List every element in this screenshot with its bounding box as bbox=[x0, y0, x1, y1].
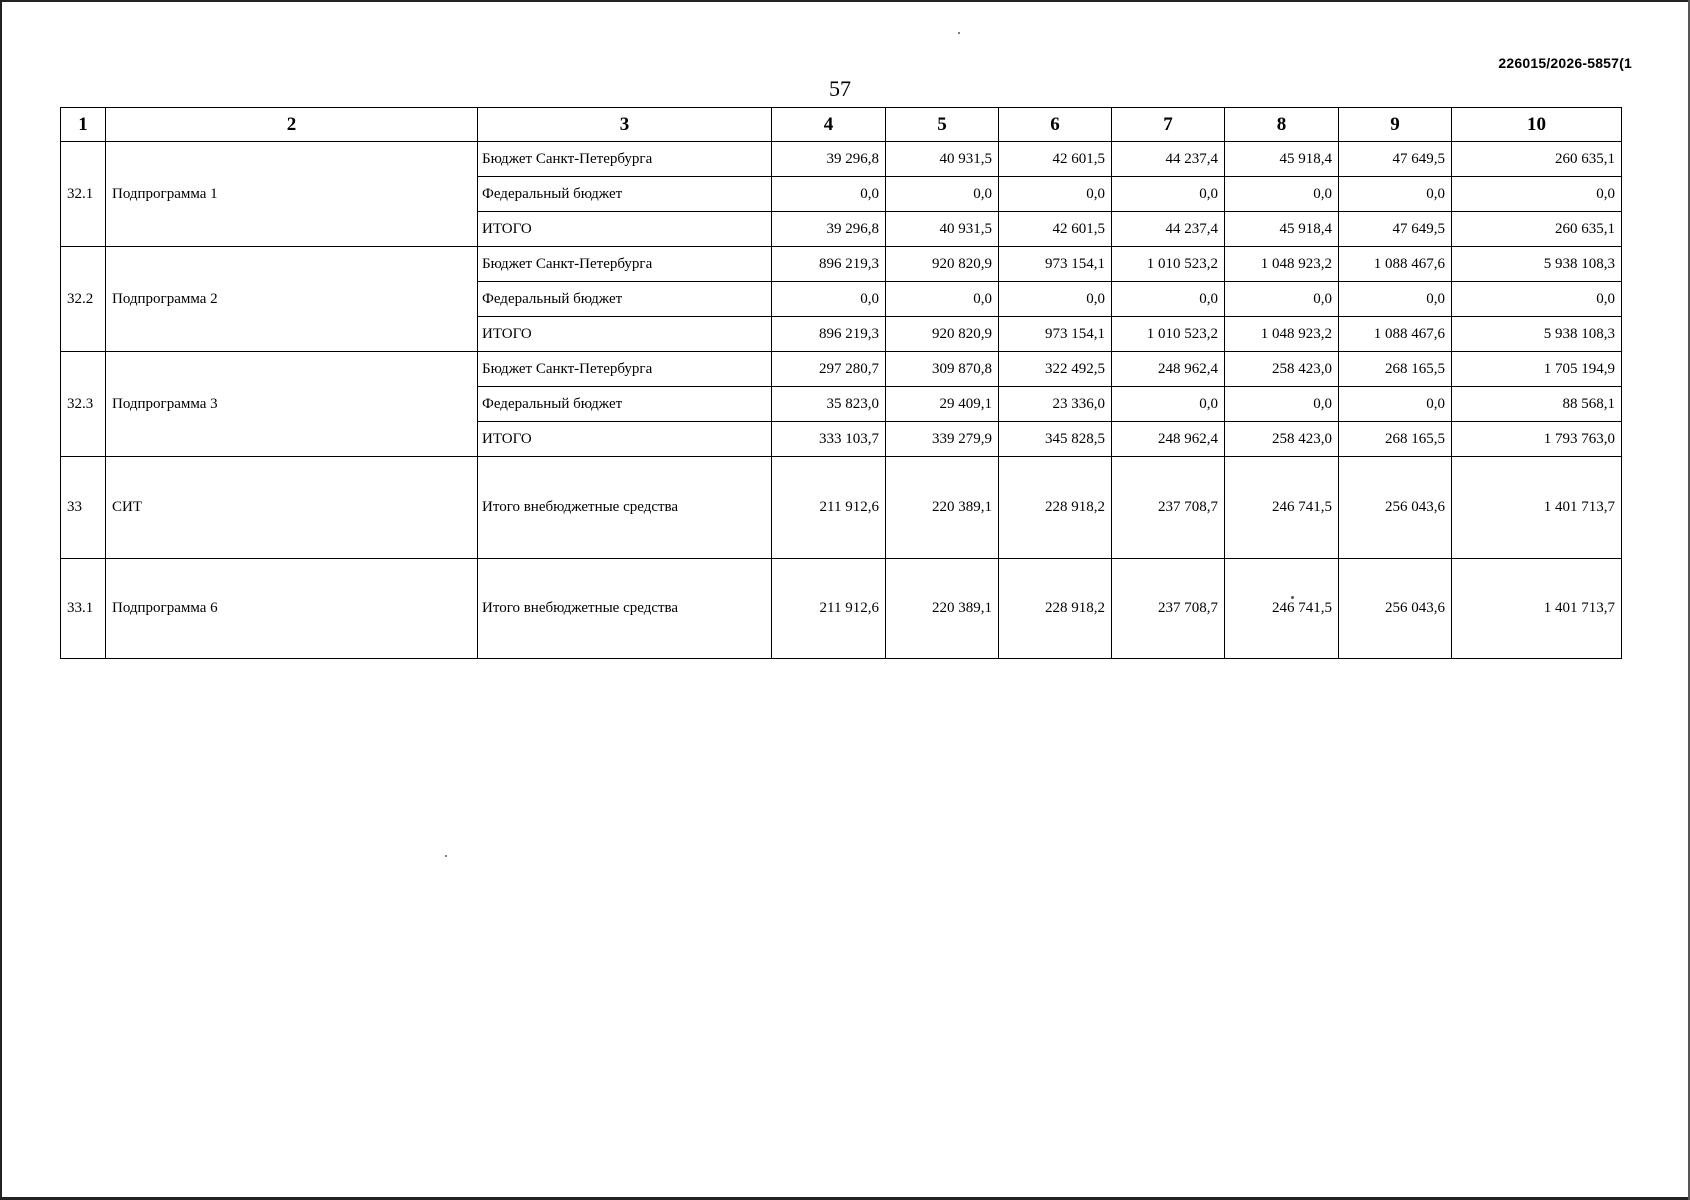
value-cell: 0,0 bbox=[1339, 387, 1452, 422]
value-cell: 1 088 467,6 bbox=[1339, 247, 1452, 282]
value-cell: 220 389,1 bbox=[886, 559, 999, 659]
value-cell: 256 043,6 bbox=[1339, 559, 1452, 659]
row-name: СИТ bbox=[106, 457, 478, 559]
total-cell: 1 401 713,7 bbox=[1452, 559, 1622, 659]
value-cell: 246 741,5 bbox=[1225, 559, 1339, 659]
row-name: Подпрограмма 2 bbox=[106, 247, 478, 352]
row-code: 32.2 bbox=[61, 247, 106, 352]
header-cell: 1 bbox=[61, 108, 106, 142]
value-cell: 45 918,4 bbox=[1225, 142, 1339, 177]
value-cell: 258 423,0 bbox=[1225, 422, 1339, 457]
value-cell: 322 492,5 bbox=[999, 352, 1112, 387]
value-cell: 896 219,3 bbox=[772, 317, 886, 352]
value-cell: 1 088 467,6 bbox=[1339, 317, 1452, 352]
value-cell: 339 279,9 bbox=[886, 422, 999, 457]
total-cell: 1 705 194,9 bbox=[1452, 352, 1622, 387]
value-cell: 45 918,4 bbox=[1225, 212, 1339, 247]
value-cell: 0,0 bbox=[1225, 282, 1339, 317]
value-cell: 973 154,1 bbox=[999, 247, 1112, 282]
value-cell: 345 828,5 bbox=[999, 422, 1112, 457]
funding-source: ИТОГО bbox=[478, 212, 772, 247]
header-cell: 3 bbox=[478, 108, 772, 142]
page-number: 57 bbox=[829, 76, 851, 101]
value-cell: 248 962,4 bbox=[1112, 422, 1225, 457]
header-cell: 2 bbox=[106, 108, 478, 142]
total-cell: 1 793 763,0 bbox=[1452, 422, 1622, 457]
value-cell: 0,0 bbox=[1112, 387, 1225, 422]
total-cell: 5 938 108,3 bbox=[1452, 247, 1622, 282]
value-cell: 0,0 bbox=[886, 282, 999, 317]
value-cell: 920 820,9 bbox=[886, 247, 999, 282]
value-cell: 39 296,8 bbox=[772, 142, 886, 177]
value-cell: 920 820,9 bbox=[886, 317, 999, 352]
value-cell: 1 048 923,2 bbox=[1225, 317, 1339, 352]
value-cell: 268 165,5 bbox=[1339, 422, 1452, 457]
scan-border-left bbox=[0, 0, 2, 1200]
header-cell: 7 bbox=[1112, 108, 1225, 142]
value-cell: 0,0 bbox=[999, 282, 1112, 317]
value-cell: 309 870,8 bbox=[886, 352, 999, 387]
value-cell: 0,0 bbox=[1112, 282, 1225, 317]
header-cell: 6 bbox=[999, 108, 1112, 142]
value-cell: 333 103,7 bbox=[772, 422, 886, 457]
table-row bbox=[61, 247, 1622, 282]
scan-border-top bbox=[0, 0, 1690, 2]
header-cell: 10 bbox=[1452, 108, 1622, 142]
value-cell: 258 423,0 bbox=[1225, 352, 1339, 387]
value-cell: 256 043,6 bbox=[1339, 457, 1452, 559]
total-cell: 260 635,1 bbox=[1452, 212, 1622, 247]
value-cell: 973 154,1 bbox=[999, 317, 1112, 352]
value-cell: 0,0 bbox=[772, 282, 886, 317]
header-cell: 9 bbox=[1339, 108, 1452, 142]
total-cell: 0,0 bbox=[1452, 177, 1622, 212]
header-cell: 4 bbox=[772, 108, 886, 142]
row-name: Подпрограмма 1 bbox=[106, 142, 478, 247]
value-cell: 29 409,1 bbox=[886, 387, 999, 422]
value-cell: 1 048 923,2 bbox=[1225, 247, 1339, 282]
value-cell: 0,0 bbox=[772, 177, 886, 212]
funding-source: Бюджет Санкт-Петербурга bbox=[478, 247, 772, 282]
scan-speck bbox=[958, 32, 960, 34]
table-row bbox=[61, 142, 1622, 177]
total-cell: 260 635,1 bbox=[1452, 142, 1622, 177]
table-row bbox=[61, 352, 1622, 387]
table-row bbox=[61, 457, 1622, 559]
value-cell: 47 649,5 bbox=[1339, 212, 1452, 247]
document-code: 226015/2026-5857(1 bbox=[1498, 55, 1632, 71]
value-cell: 0,0 bbox=[1225, 177, 1339, 212]
row-name: Подпрограмма 3 bbox=[106, 352, 478, 457]
value-cell: 246 741,5 bbox=[1225, 457, 1339, 559]
row-code: 33 bbox=[61, 457, 106, 559]
funding-source: Итого внебюджетные средства bbox=[478, 559, 772, 659]
funding-source: ИТОГО bbox=[478, 317, 772, 352]
value-cell: 0,0 bbox=[886, 177, 999, 212]
value-cell: 44 237,4 bbox=[1112, 212, 1225, 247]
funding-source: Федеральный бюджет bbox=[478, 387, 772, 422]
table-body bbox=[61, 142, 1622, 659]
header-cell: 5 bbox=[886, 108, 999, 142]
value-cell: 0,0 bbox=[1225, 387, 1339, 422]
value-cell: 1 010 523,2 bbox=[1112, 247, 1225, 282]
table-header bbox=[61, 108, 1622, 142]
row-code: 32.3 bbox=[61, 352, 106, 457]
value-cell: 44 237,4 bbox=[1112, 142, 1225, 177]
value-cell: 40 931,5 bbox=[886, 142, 999, 177]
row-code: 33.1 bbox=[61, 559, 106, 659]
value-cell: 268 165,5 bbox=[1339, 352, 1452, 387]
value-cell: 237 708,7 bbox=[1112, 559, 1225, 659]
value-cell: 297 280,7 bbox=[772, 352, 886, 387]
total-cell: 1 401 713,7 bbox=[1452, 457, 1622, 559]
funding-source: Федеральный бюджет bbox=[478, 177, 772, 212]
value-cell: 220 389,1 bbox=[886, 457, 999, 559]
value-cell: 23 336,0 bbox=[999, 387, 1112, 422]
total-cell: 5 938 108,3 bbox=[1452, 317, 1622, 352]
value-cell: 237 708,7 bbox=[1112, 457, 1225, 559]
header-row bbox=[61, 108, 1622, 142]
total-cell: 0,0 bbox=[1452, 282, 1622, 317]
scan-speck bbox=[445, 855, 447, 857]
value-cell: 47 649,5 bbox=[1339, 142, 1452, 177]
value-cell: 0,0 bbox=[1339, 177, 1452, 212]
value-cell: 40 931,5 bbox=[886, 212, 999, 247]
total-cell: 88 568,1 bbox=[1452, 387, 1622, 422]
funding-source: Федеральный бюджет bbox=[478, 282, 772, 317]
value-cell: 0,0 bbox=[1112, 177, 1225, 212]
header-cell: 8 bbox=[1225, 108, 1339, 142]
funding-source: Бюджет Санкт-Петербурга bbox=[478, 352, 772, 387]
value-cell: 42 601,5 bbox=[999, 142, 1112, 177]
value-cell: 211 912,6 bbox=[772, 559, 886, 659]
table-row bbox=[61, 559, 1622, 659]
row-code: 32.1 bbox=[61, 142, 106, 247]
budget-table bbox=[60, 107, 1622, 659]
value-cell: 0,0 bbox=[1339, 282, 1452, 317]
value-cell: 1 010 523,2 bbox=[1112, 317, 1225, 352]
value-cell: 896 219,3 bbox=[772, 247, 886, 282]
value-cell: 228 918,2 bbox=[999, 559, 1112, 659]
value-cell: 42 601,5 bbox=[999, 212, 1112, 247]
value-cell: 0,0 bbox=[999, 177, 1112, 212]
value-cell: 248 962,4 bbox=[1112, 352, 1225, 387]
value-cell: 35 823,0 bbox=[772, 387, 886, 422]
value-cell: 228 918,2 bbox=[999, 457, 1112, 559]
funding-source: ИТОГО bbox=[478, 422, 772, 457]
funding-source: Итого внебюджетные средства bbox=[478, 457, 772, 559]
value-cell: 211 912,6 bbox=[772, 457, 886, 559]
value-cell: 39 296,8 bbox=[772, 212, 886, 247]
funding-source: Бюджет Санкт-Петербурга bbox=[478, 142, 772, 177]
row-name: Подпрограмма 6 bbox=[106, 559, 478, 659]
